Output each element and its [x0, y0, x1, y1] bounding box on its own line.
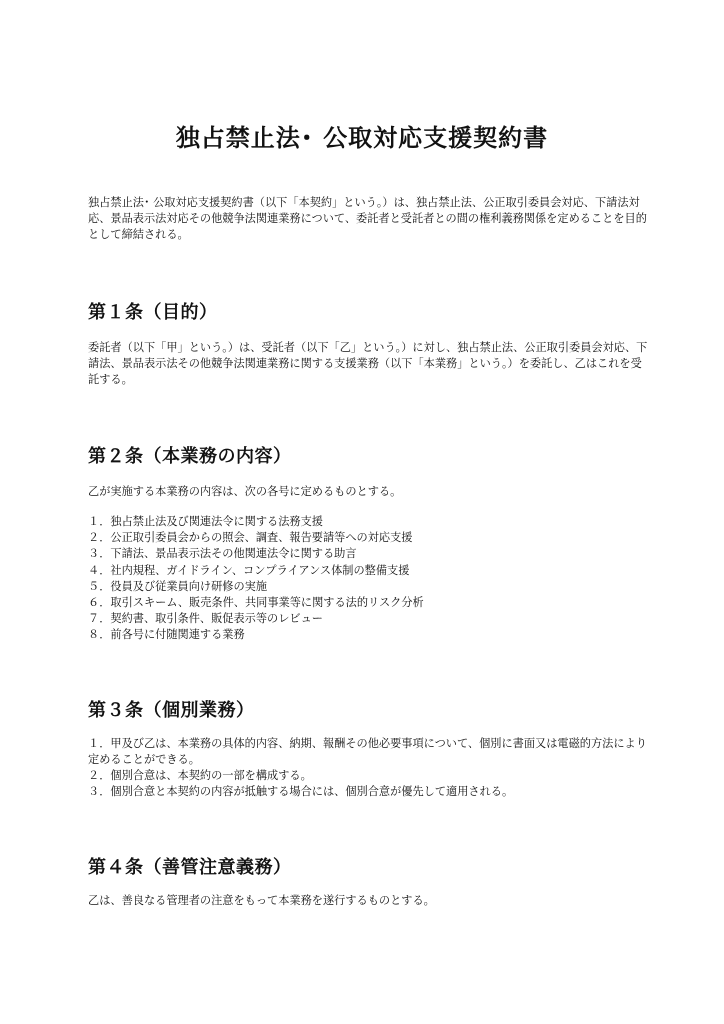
article-1-body: 委託者（以下「甲」という。）は、受託者（以下「乙」という。）に対し、独占禁止法、公正取引委員会対応、下請法、景品表示法その他競争法関連業務に関する支援業務（以下「本業務」という。）を委託し、乙はこれを受託する。 [88, 341, 648, 386]
list-item: ７．契約書、取引条件、販促表示等のレビュー [88, 612, 323, 626]
article-3-heading: 第３条（個別業務） [88, 700, 255, 721]
list-item: ６．取引スキーム、販売条件、共同事業等に関する法的リスク分析 [88, 596, 424, 610]
article-2-list [88, 514, 658, 644]
list-item: １．甲及び乙は、本業務の具体的内容、納期、報酬その他必要事項について、個別に書面又は電磁的方法により定めることができる。 [88, 737, 647, 766]
list-item: ２．個別合意は、本契約の一部を構成する。 [88, 769, 312, 782]
intro-paragraph: 独占禁止法･ 公取対応支援契約書（以下「本契約」という。）は、独占禁止法、公正取引委員会対応、下請法対応、景品表示法対応その他競争法関連業務について、委託者と受託者との間の権利義務関係を定めることを目的として締結される。 [88, 196, 647, 241]
article-4-body: 乙は、善良なる管理者の注意をもって本業務を遂行するものとする。 [88, 894, 435, 907]
article-2-heading: 第２条（本業務の内容） [88, 446, 292, 467]
article-1-heading: 第１条（目的） [88, 302, 218, 323]
list-item: ３．下請法、景品表示法その他関連法令に関する助言 [88, 547, 357, 561]
article-2-body: 乙が実施する本業務の内容は、次の各号に定めるものとする。 [88, 485, 402, 498]
list-item: ２．公正取引委員会からの照会、調査、報告要請等への対応支援 [88, 531, 413, 545]
document-title: 独占禁止法･ 公取対応支援契約書 [175, 124, 549, 152]
article-3-list [88, 736, 648, 800]
list-item: １．独占禁止法及び関連法令に関する法務支援 [88, 515, 323, 528]
list-item: ３．個別合意と本契約の内容が抵触する場合には、個別合意が優先して適用される。 [88, 785, 514, 798]
list-item: ４．社内規程、ガイドライン、コンプライアンス体制の整備支援 [88, 563, 410, 577]
article-4-heading: 第４条（善管注意義務） [88, 857, 292, 878]
list-item: ８．前各号に付随関連する業務 [88, 628, 245, 642]
list-item: ５．役員及び従業員向け研修の実施 [88, 579, 268, 593]
